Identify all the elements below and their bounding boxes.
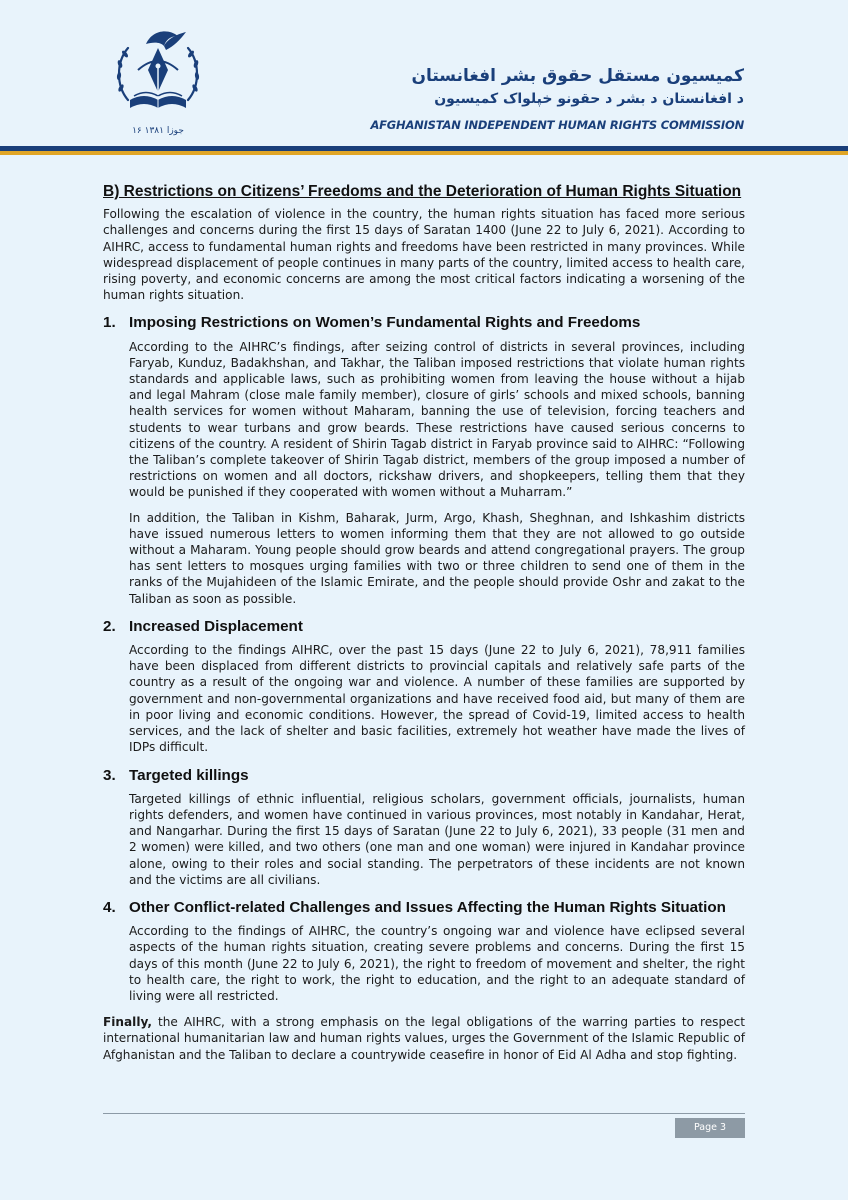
paragraph: In addition, the Taliban in Kishm, Baharak, Jurm, Argo, Khash, Sheghnan, and Ishkashim districts have issued numerous letters to women informing them that they are not allowed to go outside without a Maharam. Young people should grow beards and attend congregational prayers. The group has sent letters to mosques urging families with two or three children to send one of them in the ranks of the Mujahideen of the Islamic Emirate, and the people should provide Oshr and zakat to the Taliban as soon as possible. <box>129 510 745 606</box>
paragraph: Targeted killings of ethnic influential, religious scholars, government officials, journalists, human rights defenders, and women have continued in various provinces, most notably in Kandahar, Herat, and Nangarhar. During the first 15 days of Saratan (June 22 to July 6, 2021), 33 people (31 men and 2 women) were killed, and two others (one man and one woman) were injured in Kandahar province alone, owing to their roles and social standing. The perpetrators of these incidents are not known and the victims are all civilians. <box>129 791 745 887</box>
section-number: 3. <box>103 766 116 784</box>
section-4-heading <box>103 900 745 916</box>
section-4-body <box>103 923 745 1004</box>
section-2-heading <box>103 619 745 635</box>
footer-divider <box>103 1113 745 1114</box>
final-text: the AIHRC, with a strong emphasis on the legal obligations of the warring parties to respect international humanitarian law and human rights values, urges the Government of the Islamic Republic of Afghanistan and the Taliban to declare a countrywide ceasefire in honor of Eid Al Adha and stop fighting. <box>103 1015 745 1062</box>
section-3-body <box>103 791 745 888</box>
page-number-badge: Page 3 <box>675 1118 745 1138</box>
paragraph: According to the findings AIHRC, over the past 15 days (June 22 to July 6, 2021), 78,911 families have been displaced from different districts to provincial capitals and relatively safe parts of the country as a result of the ongoing war and violence. A number of these families are supported by government and non-governmental organizations and have received food aid, but many of them are in poor living and economic conditions. However, the spread of Covid-19, limited access to health services, and the lack of shelter and basic facilities, extremely hot weather have made the lives of IDPs difficult. <box>129 643 745 755</box>
org-name-english: AFGHANISTAN INDEPENDENT HUMAN RIGHTS COMMISSION <box>370 118 744 132</box>
document-body <box>103 184 745 1063</box>
org-name-pashto: د افغانستان د بشر د حقونو خپلواک کمیسیون <box>434 91 744 107</box>
section-2-body <box>103 642 745 755</box>
org-name-dari: کمیسیون مستقل حقوق بشر افغانستان <box>411 66 744 86</box>
paragraph: According to the AIHRC’s findings, after seizing control of districts in several provinces, including Faryab, Kunduz, Badakhshan, and Takhar, the Taliban imposed restrictions that violate human rights standards and applicable laws, such as prohibiting women from leaving the house without a hijab and legal Mahram (close male family member), closure of girls’ schools and mixed schools, banning health services for women without Maharam, banning the use of television, forcing teachers and students to wear turbans and grow beards. These restrictions have caused serious concerns to citizens of the country. A resident of Shirin Tagab district in Faryab province said to AIHRC: “Following the Taliban’s complete takeover of Shirin Tagab district, members of the group imposed a number of restrictions on women and all doctors, rickshaw drivers, and shopkeepers, telling them that they would be punished if they cooperated with women without a Muharram.” <box>129 339 745 500</box>
section-title: Increased Displacement <box>129 617 303 635</box>
page-header <box>0 0 848 148</box>
section-1-body <box>103 339 745 607</box>
section-title: Other Conflict-related Challenges and Issues Affecting the Human Rights Situation <box>129 898 726 916</box>
header-band-gold <box>0 151 848 155</box>
logo-emblem-icon <box>108 22 208 126</box>
section-1-heading <box>103 315 745 331</box>
section-3-heading <box>103 768 745 784</box>
section-number: 2. <box>103 617 116 635</box>
main-heading: B) Restrictions on Citizens’ Freedoms and the Deterioration of Human Rights Situation <box>103 183 742 200</box>
section-number: 1. <box>103 314 116 332</box>
logo-caption: ۱۶ جوزا ۱۳۸۱ <box>132 126 184 136</box>
final-paragraph <box>103 1014 745 1063</box>
section-title: Imposing Restrictions on Women’s Fundamental Rights and Freedoms <box>129 314 641 332</box>
intro-paragraph: Following the escalation of violence in the country, the human rights situation has faced more serious challenges and concerns during the first 15 days of Saratan 1400 (June 22 to July 6, 2021). According to AIHRC, access to fundamental human rights and freedoms have been restricted in many provinces. While widespread displacement of people continues in many parts of the country, limited access to health care, rising poverty, and economic concerns are among the most critical factors indicating a worsening of the human rights situation. <box>103 207 745 303</box>
aihrc-logo <box>108 22 208 140</box>
paragraph: According to the findings of AIHRC, the country’s ongoing war and violence have eclipsed several aspects of the human rights situation, creating severe problems and concerns. During the first 15 days of this month (June 22 to July 6, 2021), the right to freedom of movement and shelter, the right to health care, the right to work, the right to education, and the right to an adequate standard of living were all restricted. <box>129 924 745 1003</box>
section-title: Targeted killings <box>129 766 249 784</box>
final-lead: Finally, <box>103 1015 153 1030</box>
section-number: 4. <box>103 898 116 916</box>
